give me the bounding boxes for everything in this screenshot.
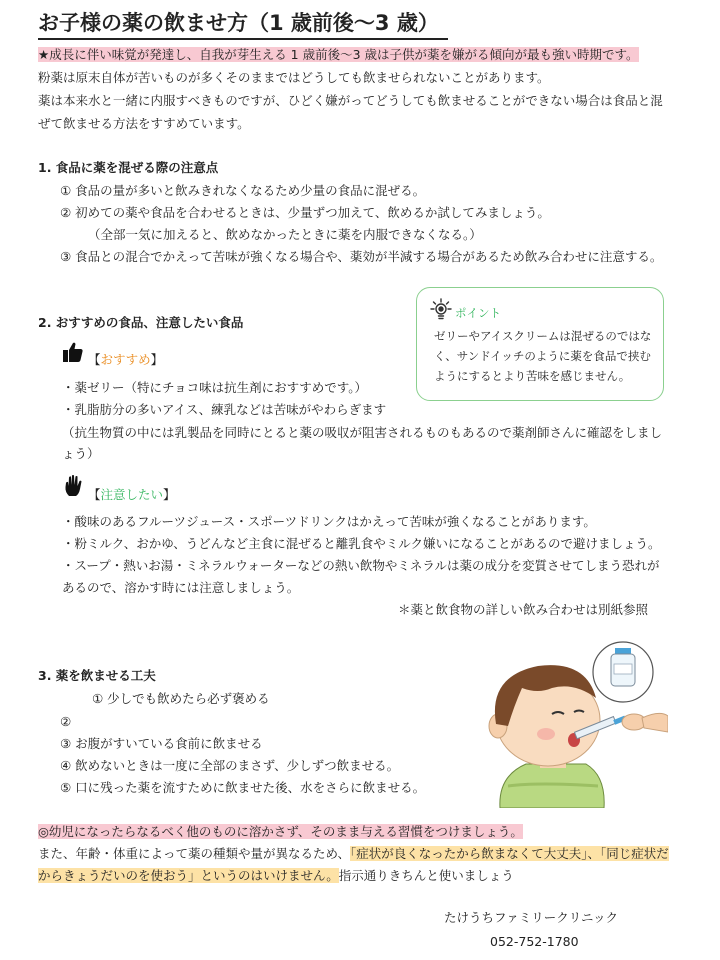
section3-item-3: ③ お腹がすいている食前に飲ませる	[60, 736, 263, 751]
caution-item-3: ・スープ・熱いお湯・ミネラルウォーターなどの熱い飲物やミネラルは薬の成分を変質させてしまう恐れが	[62, 558, 660, 573]
caution-label-row	[88, 487, 176, 503]
caution-item-3b: あるので、溶かす時には注意しましょう。	[62, 580, 300, 595]
recommend-item-1: ・薬ゼリー（特にチョコ味は抗生剤におすすめです。）	[62, 380, 368, 395]
section1-item-2: ② 初めての薬や食品を合わせるときは、少量ずつ加えて、飲めるか試してみましょう。	[60, 205, 550, 220]
intro-line-3a: 薬は本来水と一緒に内服すべきものですが、ひどく嫌がってどうしても飲ませることができない場合は食品と混	[38, 93, 663, 108]
section3-item-2: ②	[60, 714, 72, 729]
recommend-label-row	[88, 352, 163, 368]
closing-line-2b: 「症状が良くなったから飲まなくて大丈夫」、「同じ症状だ	[350, 846, 669, 861]
clinic-phone: 052-752-1780	[490, 934, 579, 949]
stop-hand-icon	[64, 474, 84, 498]
clinic-name: たけうちファミリークリニック	[444, 910, 619, 925]
closing-highlight: ◎幼児になったらなるべく他のものに溶かさず、そのまま与える習慣をつけましょう。	[38, 824, 523, 839]
closing-line-2a: また、年齢・体重によって薬の種類や量が異なるため、	[38, 846, 351, 861]
thumbs-up-icon	[62, 341, 84, 363]
closing-line-3a: からきょうだいのを使おう」というのはいけません。	[38, 868, 339, 883]
section3-item-1: ① 少しでも飲めたら必ず褒める	[92, 691, 270, 706]
intro-highlight: ★成長に伴い味覚が発達し、自我が芽生える 1 歳前後～3 歳は子供が薬を嫌がる傾向が最も強い時期です。	[38, 47, 639, 62]
recommend-bracket-open: 【	[88, 352, 101, 367]
intro-line-1	[38, 47, 639, 63]
lightbulb-icon	[430, 298, 452, 320]
child-taking-medicine-illustration	[478, 636, 668, 808]
recommend-item-2: ・乳脂肪分の多いアイス、練乳などは苦味がやわらぎます	[62, 402, 387, 417]
closing-line-2	[38, 846, 669, 862]
section3-heading: 3. 薬を飲ませる工夫	[38, 668, 156, 683]
section1-item-1: ① 食品の量が多いと飲みきれなくなるため少量の食品に混ぜる。	[60, 183, 426, 198]
recommend-label: おすすめ	[100, 352, 151, 367]
section2-heading: 2. おすすめの食品、注意したい食品	[38, 315, 244, 330]
intro-line-2: 粉薬は原末自体が苦いものが多くそのままではどうしても飲ませられないことがあります。	[38, 70, 550, 85]
section3-item-4: ④ 飲めないときは一度に全部のまさず、少しずつ飲ませる。	[60, 758, 400, 773]
page-title: お子様の薬の飲ませ方（1 歳前後～3 歳）	[38, 11, 439, 35]
closing-line-3	[38, 868, 514, 884]
section1-item-2-note: （全部一気に加えると、飲めなかったときに薬を内服できなくなる。）	[88, 227, 482, 242]
section1-item-3: ③ 食品との混合でかえって苦味が強くなる場合や、薬効が半減する場合があるため飲み合わせに注意する。	[60, 249, 663, 264]
reference-note: ＊薬と飲食物の詳しい飲み合わせは別紙参照	[398, 602, 649, 617]
caution-item-1: ・酸味のあるフルーツジュース・スポーツドリンクはかえって苦味が強くなることがあります。	[62, 514, 596, 529]
intro-line-3b: ぜて飲ませる方法をすすめています。	[38, 116, 250, 131]
point-text: ゼリーやアイスクリームは混ぜるのではなく、サンドイッチのように薬を食品で挟むようにするとより苦味を感じません。	[434, 329, 652, 383]
title-underline	[38, 38, 448, 40]
caution-item-2: ・粉ミルク、おかゆ、うどんなど主食に混ぜると離乳食やミルク嫌いになることがあるので避けましょう。	[62, 536, 661, 551]
recommend-item-3: （抗生物質の中には乳製品を同時にとると薬の吸収が阻害されるものもあるので薬剤師さんに確認をしまし	[62, 425, 663, 440]
closing-line-1	[38, 824, 523, 840]
section3-item-5: ⑤ 口に残った薬を流すために飲ませた後、水をさらに飲ませる。	[60, 780, 426, 795]
recommend-item-3b: ょう）	[62, 446, 100, 461]
caution-bracket-close: 】	[163, 487, 176, 502]
recommend-bracket-close: 】	[150, 352, 164, 367]
closing-line-3b: 指示通りきちんと使いましょう	[338, 868, 514, 883]
point-label: ポイント	[455, 306, 501, 320]
section1-heading: 1. 食品に薬を混ぜる際の注意点	[38, 160, 219, 175]
caution-bracket-open: 【	[88, 487, 101, 502]
caution-label: 注意したい	[100, 487, 164, 502]
